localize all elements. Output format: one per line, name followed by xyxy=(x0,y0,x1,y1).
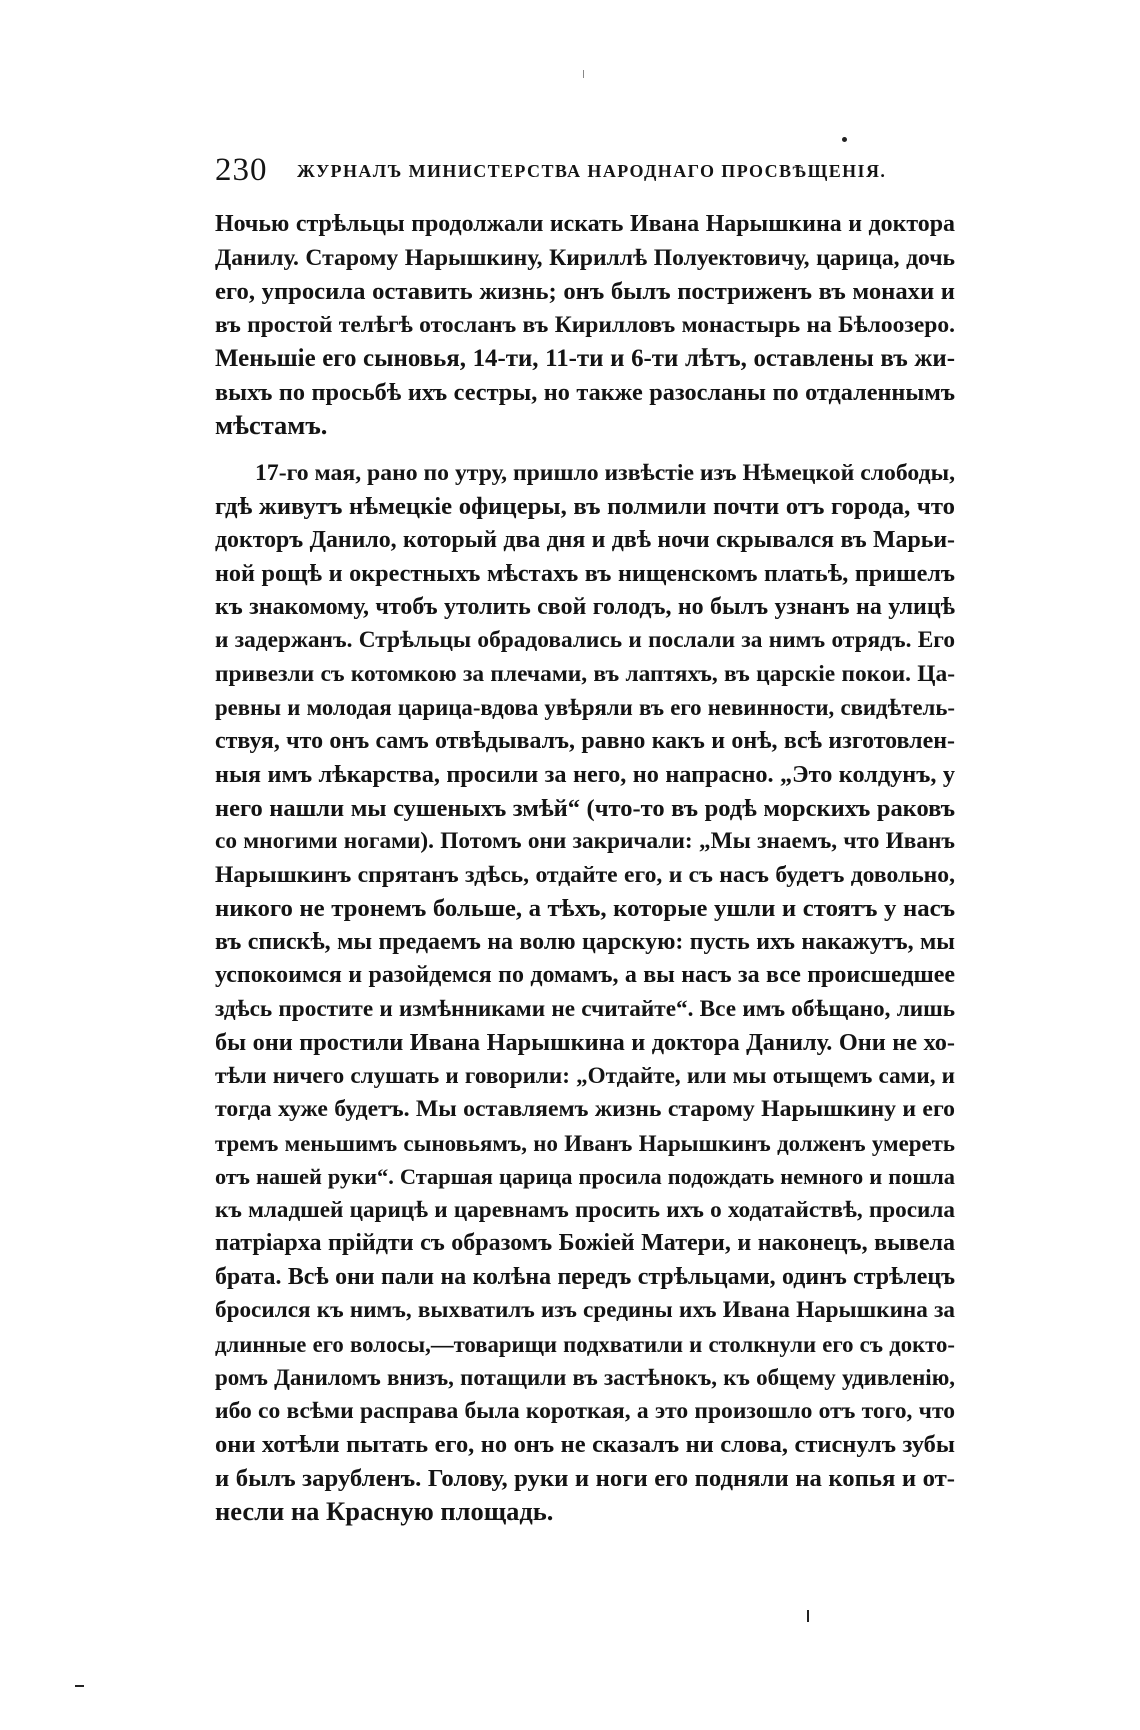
scan-speck xyxy=(842,137,847,142)
text-line: къ младшей царицѣ и царевнамъ просить ихъ о ходатайствѣ, просила xyxy=(215,1196,955,1223)
text-line: ныя имъ лѣкарства, просили за него, но напрасно. „Это колдунъ, у xyxy=(215,761,955,788)
text-line: успокоимся и разойдемся по домамъ, а вы насъ за все происшедшее xyxy=(215,962,955,988)
text-line: 17-го мая, рано по утру, пришло извѣстіе изъ Нѣмецкой слободы, xyxy=(255,459,956,486)
text-line: несли на Красную площадь. xyxy=(215,1496,554,1526)
paragraph-2 xyxy=(215,457,955,1529)
text-line: привезли съ котомкою за плечами, въ лаптяхъ, въ царскіе покои. Ца- xyxy=(215,660,955,687)
text-line: бросился къ нимъ, выхватилъ изъ средины ихъ Ивана Нарышкина за xyxy=(215,1297,955,1323)
text-line: тогда хуже будетъ. Мы оставляемъ жизнь старому Нарышкину и его xyxy=(215,1096,955,1122)
scan-speck xyxy=(583,70,584,78)
text-line: патріарха прійдти съ образомъ Божіей Матери, и наконецъ, вывела xyxy=(215,1230,955,1256)
page-number: 230 xyxy=(215,152,268,188)
text-line: Меньшіе его сыновья, 14-ти, 11-ти и 6-ти лѣтъ, оставлены въ жи- xyxy=(215,345,955,372)
text-line: Нарышкинъ спрятанъ здѣсь, отдайте его, и съ насъ будетъ довольно, xyxy=(215,861,955,888)
text-line: отъ нашей руки“. Старшая царица просила подождать немного и пошла xyxy=(215,1164,955,1189)
text-line: Ночью стрѣльцы продолжали искать Ивана Нарышкина и доктора xyxy=(215,211,955,237)
scan-speck xyxy=(75,1685,84,1687)
text-line: и задержанъ. Стрѣльцы обрадовались и послали за нимъ отрядъ. Его xyxy=(215,627,955,653)
text-line: него нашли мы сушеныхъ змѣй“ (что-то въ родѣ морскихъ раковъ xyxy=(215,794,955,822)
text-line: его, упросила оставить жизнь; онъ былъ постриженъ въ монахи и xyxy=(215,278,955,305)
text-line: докторъ Данило, который два дня и двѣ ночи скрывался въ Марьи- xyxy=(215,526,955,553)
text-line: тѣли ничего слушать и говорили: „Отдайте, или мы отыщемъ сами, и xyxy=(215,1062,955,1089)
text-line: въ простой телѣгѣ отосланъ въ Кирилловъ монастырь на Бѣлоозеро. xyxy=(215,311,955,338)
text-line: никого не тронемъ больше, а тѣхъ, которые ушли и стоятъ у насъ xyxy=(215,895,955,922)
text-line: длинные его волосы,—товарищи подхватили и столкнули его съ докто- xyxy=(215,1331,955,1357)
text-line: ной рощѣ и окрестныхъ мѣстахъ въ нищенскомъ платьѣ, пришелъ xyxy=(215,560,955,587)
text-line: брата. Всѣ они пали на колѣна передъ стрѣльцами, одинъ стрѣлецъ xyxy=(215,1263,955,1290)
text-line: и былъ зарубленъ. Голову, руки и ноги его подняли на копья и от- xyxy=(215,1464,955,1492)
text-line: ибо со всѣми расправа была короткая, а это произошло отъ того, что xyxy=(215,1397,955,1424)
text-line: здѣсь простите и измѣнниками не считайте“. Все имъ обѣщано, лишь xyxy=(215,995,955,1022)
text-line: выхъ по просьбѣ ихъ сестры, но также разосланы по отдаленнымъ xyxy=(215,378,955,406)
text-line: они хотѣли пытать его, но онъ не сказалъ ни слова, стиснулъ зубы xyxy=(215,1431,955,1458)
page-header xyxy=(215,150,955,190)
text-line: мѣстамъ. xyxy=(215,410,328,440)
paragraph-gap xyxy=(215,443,955,457)
text-line: въ спискѣ, мы предаемъ на волю царскую: пусть ихъ накажутъ, мы xyxy=(215,928,955,955)
text-line: ревны и молодая царица-вдова увѣряли въ его невинности, свидѣтель- xyxy=(215,695,955,720)
running-title: ЖУРНАЛЪ МИНИСТЕРСТВА НАРОДНАГО ПРОСВѢЩЕНІЯ. xyxy=(297,161,887,181)
text-line: къ знакомому, чтобъ утолить свой голодъ, но былъ узнанъ на улицѣ xyxy=(215,593,955,620)
text-line: со многими ногами). Потомъ они закричали: „Мы знаемъ, что Иванъ xyxy=(215,828,955,854)
scan-speck xyxy=(807,1610,809,1622)
body-text xyxy=(215,208,955,1529)
text-line: ствуя, что онъ самъ отвѣдывалъ, равно какъ и онѣ, всѣ изготовлен- xyxy=(215,727,955,754)
text-line: бы они простили Ивана Нарышкина и доктора Данилу. Они не хо- xyxy=(215,1029,955,1056)
text-line: гдѣ живутъ нѣмецкіе офицеры, въ полмили почти отъ города, что xyxy=(215,493,955,520)
text-line: Данилу. Старому Нарышкину, Кириллѣ Полуектовичу, царица, дочь xyxy=(215,244,955,271)
text-line: ромъ Даниломъ внизъ, потащили въ застѣнокъ, къ общему удивленію, xyxy=(215,1365,955,1390)
paragraph-1 xyxy=(215,208,955,443)
text-line: тремъ меньшимъ сыновьямъ, но Иванъ Нарышкинъ долженъ умереть xyxy=(215,1130,955,1156)
